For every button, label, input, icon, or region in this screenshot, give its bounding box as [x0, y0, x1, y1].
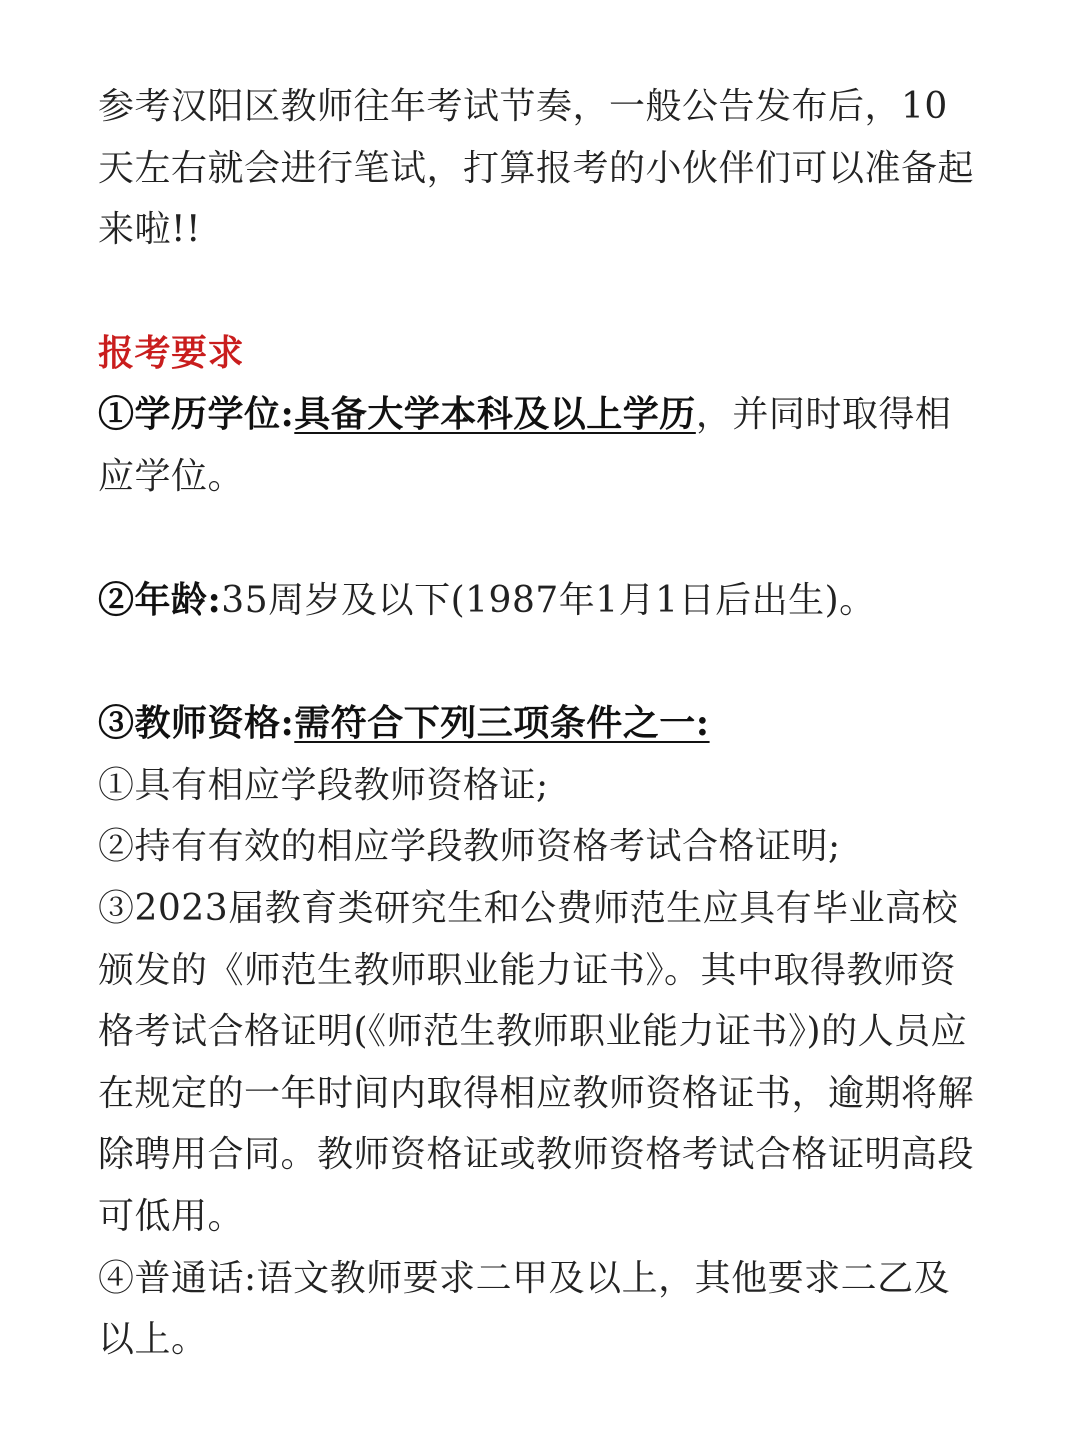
spacer [98, 508, 982, 570]
requirement-age [98, 570, 982, 632]
requirement-education-label: ①学历学位: [98, 393, 295, 436]
requirement-age-text: 35周岁及以下(1987年1月1日后出生)。 [221, 579, 876, 621]
spacer [98, 631, 982, 693]
requirement-teacher-qualification [98, 693, 982, 755]
requirement-teacher-qualification-label: ③教师资格: [98, 702, 295, 745]
list-item: ②持有有效的相应学段教师资格考试合格证明; [98, 826, 841, 868]
requirement-education [98, 384, 982, 507]
spacer [98, 261, 982, 323]
list-item: ④普通话:语文教师要求二甲及以上，其他要求二乙及以上。 [98, 1257, 951, 1361]
intro-paragraph: 参考汉阳区教师往年考试节奏，一般公告发布后，10天左右就会进行笔试，打算报考的小伙伴们可以准备起来啦!! [98, 86, 975, 251]
section-title: 报考要求 [98, 331, 245, 374]
list-item: ③2023届教育类研究生和公费师范生应具有毕业高校颁发的《师范生教师职业能力证书》。其中取得教师资格考试合格证明(《师范生教师职业能力证书》)的人员应在规定的一年时间内取得相应教师资格证书，逾期将解除聘用合同。教师资格证或教师资格考试合格证明高段可低用。 [98, 887, 975, 1237]
requirement-age-label: ②年龄: [98, 578, 222, 621]
article-body [98, 76, 982, 1371]
requirement-teacher-qualification-emphasis: 需符合下列三项条件之一: [294, 702, 710, 745]
list-item: ①具有相应学段教师资格证; [98, 764, 549, 806]
requirement-education-emphasis: 具备大学本科及以上学历 [294, 393, 696, 436]
requirement-education-text: ，并同时取得相应学位。 [98, 394, 952, 497]
